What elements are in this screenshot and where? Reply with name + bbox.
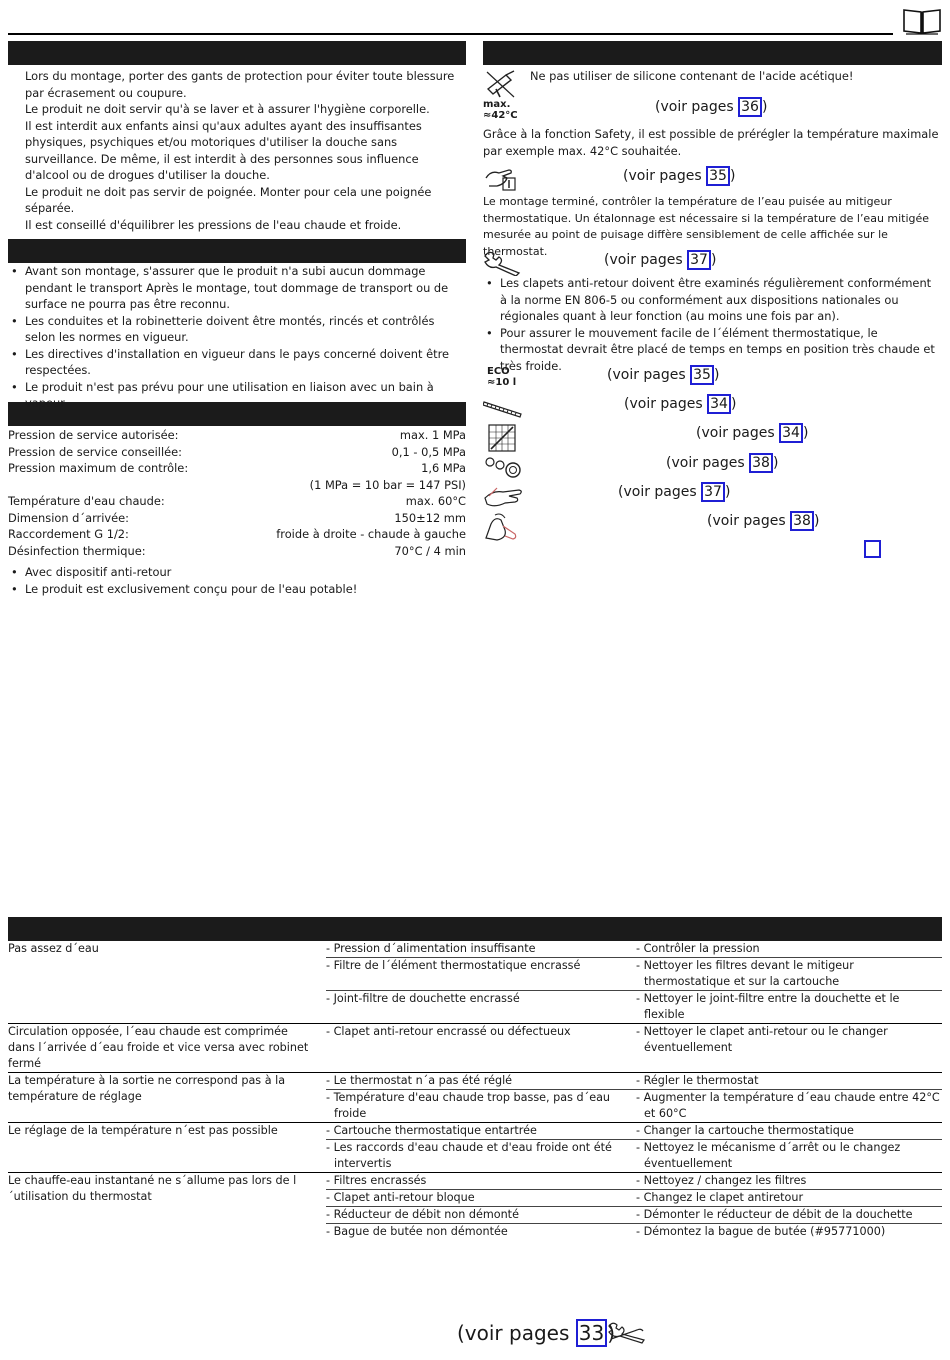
safety-paragraph: Le produit ne doit servir qu'à se laver et à assurer l'hygiène corporelle. (25, 102, 430, 116)
badge-line: ≈42°C (483, 110, 518, 121)
spec-row (8, 477, 466, 494)
table-row (8, 941, 942, 958)
badge-line: ECO (487, 366, 510, 377)
spec-value: 0,1 - 0,5 MPa (391, 444, 466, 459)
remedy-cell: - Nettoyer le clapet anti-retour ou le changer éventuellement (636, 1024, 942, 1073)
max-temperature-badge (483, 99, 527, 121)
problem-cell: Pas assez d´eau (8, 942, 99, 955)
wrench-icon (483, 250, 523, 276)
page-reference (696, 423, 808, 443)
page-reference-text: (voir pages (607, 367, 691, 383)
page-reference-close: ) (729, 168, 736, 184)
table-row (8, 1073, 942, 1090)
page-reference (618, 482, 730, 502)
list-item: • Pour assurer le mouvement facile de l´élément thermostatique, le thermostat devrait être placé de temps en temps en position très chaude et très froide. (483, 325, 935, 375)
page-link-34[interactable]: 34 (779, 423, 803, 443)
ruler-icon (483, 396, 523, 418)
problem-cell: Le réglage de la température n´est pas possible (8, 1123, 326, 1173)
cause-cell: - Le thermostat n´a pas été réglé (326, 1073, 636, 1090)
spec-value: froide à droite - chaude à gauche (276, 527, 466, 541)
technical-notes (8, 564, 458, 597)
page-reference-text: (voir pages (624, 396, 708, 412)
header-rule (8, 33, 893, 35)
table-row (8, 1123, 942, 1140)
problem-cell: La température à la sortie ne correspond pas à la température de réglage (8, 1073, 326, 1123)
list-item: • Les clapets anti-retour doivent être examinés régulièrement conformément à la norme EN 806-5 ou conformément aux dispositions nationales ou régionales quant à leur fonction (au moins une fois par an). (483, 275, 935, 325)
spec-label: Dimension d´arrivée: (8, 510, 129, 525)
page-reference-close: ) (802, 425, 809, 441)
hand-cleaning-check-icon (483, 512, 519, 542)
remedy-cell: - Changez le clapet antiretour (636, 1190, 942, 1207)
page-link-34[interactable]: 34 (707, 394, 731, 414)
remedy-cell: - Nettoyer le joint-filtre entre la douchette et le flexible (636, 991, 942, 1024)
badge-line: ≈10 l (487, 377, 517, 388)
cleaning-hand-icon (483, 482, 525, 510)
remedy-cell: - Nettoyez / changez les filtres (636, 1173, 942, 1190)
page-link-33[interactable]: 33 (576, 1319, 607, 1347)
spare-parts-icon (483, 454, 525, 480)
page-reference-close: ) (607, 1321, 616, 1345)
spec-row (8, 460, 466, 477)
remedy-cell: - Démonter le réducteur de débit de la douchette (636, 1207, 942, 1224)
page-reference (666, 453, 778, 473)
cause-cell: - Clapet anti-retour encrassé ou défectueux (326, 1024, 636, 1073)
installation-section-bar (8, 239, 466, 263)
page-reference (655, 97, 767, 117)
spec-value: max. 60°C (405, 494, 466, 508)
dimension-diagram-icon (488, 424, 516, 452)
page-link-38[interactable]: 38 (790, 511, 814, 531)
page-reference (624, 394, 736, 414)
footer-page-reference (457, 1318, 615, 1348)
spec-value: 70°C / 4 min (394, 543, 466, 558)
problem-cell: Le chauffe-eau instantané ne s´allume pas lors de l´utilisation du thermostat (8, 1173, 326, 1241)
silicone-gun-icon (484, 69, 518, 99)
page-reference-text: (voir pages (707, 513, 791, 529)
table-row (8, 1024, 942, 1073)
page-reference-text: (voir pages (604, 252, 688, 268)
table-row (8, 1173, 942, 1190)
cause-cell: - Filtre de l´élément thermostatique encrassé (326, 958, 636, 991)
remedy-cell: - Régler le thermostat (636, 1073, 942, 1090)
remedy-cell: - Nettoyez le mécanisme d´arrêt ou le changez éventuellement (636, 1140, 942, 1173)
spec-value: 1,6 MPa (421, 461, 466, 475)
page-reference (607, 365, 719, 385)
list-item: • Avant son montage, s'assurer que le produit n'a subi aucun dommage pendant le transport Après le montage, tout dommage de transport ou de surface ne pourra pas être reconnu. (8, 263, 458, 313)
safety-section-bar (8, 41, 466, 65)
silicone-warning: Ne pas utiliser de silicone contenant de l'acide acétique! (530, 69, 854, 83)
safety-paragraph: Il est conseillé d'équilibrer les pressions de l'eau chaude et froide. (25, 217, 402, 232)
cause-cell: - Clapet anti-retour bloque (326, 1190, 636, 1207)
page-reference (707, 511, 819, 531)
safety-function-text: Grâce à la fonction Safety, il est possible de prérégler la température maximale par exemple max. 42°C souhaitée. (483, 127, 939, 158)
thermometer-hand-icon (483, 164, 519, 194)
maintenance-list (483, 275, 935, 374)
spec-label: Pression maximum de contrôle: (8, 461, 189, 475)
cause-cell: - Réducteur de débit non démonté (326, 1207, 636, 1224)
page-reference-text: (voir pages (623, 168, 707, 184)
safety-paragraph: Lors du montage, porter des gants de protection pour éviter toute blessure par écrasement ou coupure. (25, 69, 455, 100)
spec-label: Raccordement G 1/2: (8, 527, 129, 541)
remedy-cell: - Nettoyer les filtres devant le mitigeur thermostatique et sur la cartouche (636, 958, 942, 991)
cause-cell: - Les raccords d'eau chaude et d'eau froide ont été intervertis (326, 1140, 636, 1173)
page-reference-text: (voir pages (618, 484, 702, 500)
troubleshooting-table (8, 941, 942, 1240)
cause-cell: - Pression d´alimentation insuffisante (326, 942, 536, 955)
page-link-37[interactable]: 37 (701, 482, 725, 502)
mounting-section-bar (483, 41, 942, 65)
list-item: • Le produit n'est pas prévu pour une utilisation en liaison avec un bain à vapeur (8, 379, 458, 412)
safety-instructions (25, 68, 457, 233)
spec-value: (1 MPa = 10 bar = 147 PSI) (309, 477, 466, 492)
cause-cell: - Cartouche thermostatique entartrée (326, 1123, 636, 1140)
spec-row (8, 526, 466, 543)
page-link-box[interactable] (864, 540, 881, 558)
spec-row (8, 510, 466, 527)
page-reference-text: (voir pages (666, 455, 750, 471)
installation-list (8, 263, 458, 412)
book-icon (902, 6, 942, 36)
cause-cell: - Température d'eau chaude trop basse, pas d´eau froide (326, 1090, 636, 1123)
spec-label: Température d'eau chaude: (8, 494, 165, 508)
spec-label: Désinfection thermique: (8, 543, 146, 558)
list-item: • Les conduites et la robinetterie doivent être montés, rincés et contrôlés selon les normes en vigueur. (8, 313, 458, 346)
spec-label: Pression de service conseillée: (8, 444, 182, 459)
spec-label: Pression de service autorisée: (8, 428, 179, 442)
page-link-35[interactable]: 35 (690, 365, 714, 385)
page-reference-text: (voir pages (457, 1321, 576, 1345)
page-link-37[interactable]: 37 (687, 250, 711, 270)
safety-paragraph: Il est interdit aux enfants ainsi qu'aux adultes ayant des insuffisantes physiques, psychiques et/ou motoriques d'utiliser la douche sans surveillance. De même, il est interdit à des personnes sous influence d'alcool ou de drogues d'utiliser la douche. (25, 118, 422, 182)
page-link-38[interactable]: 38 (749, 453, 773, 473)
cause-cell: - Bague de butée non démontée (326, 1224, 636, 1241)
list-item: • Le produit est exclusivement conçu pour de l'eau potable! (8, 581, 458, 598)
technical-data (8, 427, 466, 559)
badge-line: max. (483, 99, 511, 110)
spec-value: max. 1 MPa (399, 428, 466, 442)
spec-row (8, 493, 466, 510)
spec-value: 150±12 mm (394, 510, 466, 525)
problem-cell: Circulation opposée, l´eau chaude est comprimée dans l´arrivée d´eau froide et vice versa avec robinet fermé (8, 1024, 326, 1073)
safety-paragraph: Le produit ne doit pas servir de poignée. Monter pour cela une poignée séparée. (25, 184, 432, 215)
spec-row (8, 543, 466, 560)
page-reference-close: ) (710, 252, 717, 268)
page-reference-close: ) (813, 513, 820, 529)
page-reference-close: ) (713, 367, 720, 383)
page-reference-text: (voir pages (655, 99, 739, 115)
remedy-cell: - Changer la cartouche thermostatique (636, 1123, 942, 1140)
spec-row (8, 444, 466, 461)
cause-cell: - Joint-filtre de douchette encrassé (326, 991, 636, 1024)
cause-cell: - Filtres encrassés (326, 1173, 636, 1190)
remedy-cell: - Augmenter la température d´eau chaude entre 42°C et 60°C (636, 1090, 942, 1123)
page-reference (623, 166, 735, 186)
page-reference (604, 250, 716, 270)
tools-icon (607, 1322, 647, 1344)
page-link-36[interactable]: 36 (738, 97, 762, 117)
page-link-35[interactable]: 35 (706, 166, 730, 186)
remedy-cell: - Démontez la bague de butée (#95771000) (636, 1224, 942, 1241)
page-reference-close: ) (730, 396, 737, 412)
list-item: • Avec dispositif anti-retour (8, 564, 458, 581)
spec-row (8, 427, 466, 444)
page-reference-close: ) (772, 455, 779, 471)
page-reference-text: (voir pages (696, 425, 780, 441)
page-reference-close: ) (761, 99, 768, 115)
remedy-cell: - Contrôler la pression (636, 942, 760, 955)
troubleshooting-section-bar (8, 917, 942, 941)
page-reference-close: ) (724, 484, 731, 500)
eco-badge (487, 366, 527, 388)
calibration-text: Le montage terminé, contrôler la température de l’eau puisée au mitigeur thermostatique. Un étalonnage est nécessaire si la température de l’eau mitigée mesurée au point de puisage diffère sensiblement de celle affichée sur le thermostat. (483, 195, 930, 258)
list-item: • Les directives d'installation en vigueur dans le pays concerné doivent être respectées. (8, 346, 458, 379)
